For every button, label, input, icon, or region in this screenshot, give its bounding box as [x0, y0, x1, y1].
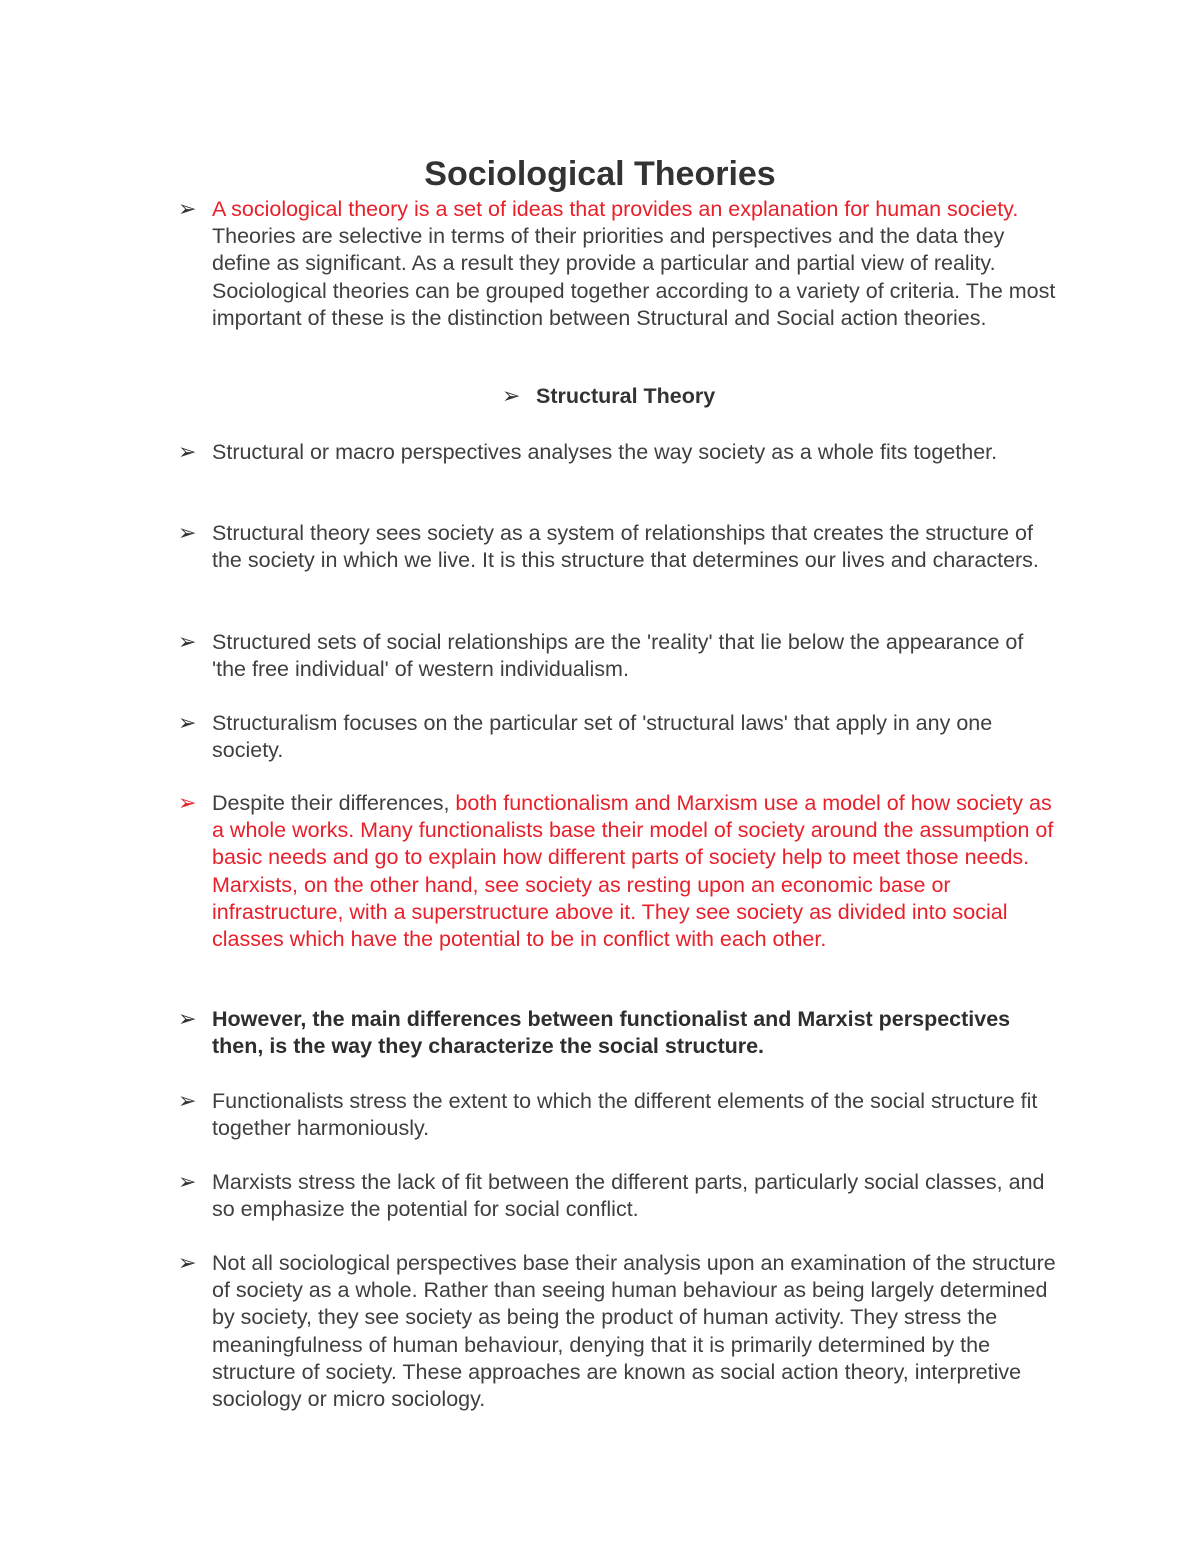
list-item [178, 439, 1058, 466]
arrow-bullet-icon: ➢ [178, 630, 197, 655]
arrow-bullet-icon: ➢ [178, 711, 197, 736]
list-item-text: Structured sets of social relationships are the 'reality' that lie below the appearance of 'the free individual' of western individualism. [212, 630, 1024, 682]
list-item [178, 629, 1058, 683]
functionalists-text: Functionalists stress the extent to which the different elements of the social structure fit together harmoniously. [212, 1089, 1038, 1141]
list-item [178, 710, 1058, 764]
list-item-despite [178, 790, 1058, 953]
arrow-bullet-icon: ➢ [178, 1007, 197, 1032]
intro-body-text: Theories are selective in terms of their priorities and perspectives and the data they define as significant. As a result they provide a particular and partial view of reality. Sociological theories can be grouped together according to a variety of criteria. The most important of these is the distinction between Structural and Social action theories. [212, 224, 1056, 330]
list-item-however [178, 1006, 1058, 1060]
list-item [178, 1088, 1058, 1142]
arrow-bullet-icon: ➢ [178, 1170, 197, 1195]
intro-definition-text: A sociological theory is a set of ideas that provides an explanation for human society. [212, 197, 1019, 221]
arrow-bullet-icon: ➢ [178, 197, 197, 222]
despite-red-text: both functionalism and Marxism use a model of how society as a whole works. Many functionalists base their model of society around the assumption of basic needs and go to explain how different parts of society help to meet those needs. Marxists, on the other hand, see society as resting upon an economic base or infrastructure, with a superstructure above it. They see society as divided into social classes which have the potential to be in conflict with each other. [212, 791, 1054, 952]
however-text: However, the main differences between functionalist and Marxist perspectives then, is the way they characterize the social structure. [212, 1007, 1011, 1059]
marxists-text: Marxists stress the lack of fit between the different parts, particularly social classes, and so emphasize the potential for social conflict. [212, 1170, 1045, 1222]
list-item [178, 520, 1058, 574]
list-item [178, 1250, 1058, 1413]
section-subheading [502, 383, 715, 410]
arrow-bullet-icon: ➢ [502, 384, 521, 409]
list-item [178, 1169, 1058, 1223]
subheading-label: Structural Theory [536, 384, 716, 408]
arrow-bullet-icon: ➢ [178, 440, 197, 465]
despite-lead-text: Despite their differences, [212, 791, 456, 815]
list-item-text: Structuralism focuses on the particular set of 'structural laws' that apply in any one society. [212, 711, 993, 763]
page-title: Sociological Theories [424, 155, 776, 193]
arrow-bullet-icon: ➢ [178, 791, 197, 816]
arrow-bullet-icon: ➢ [178, 521, 197, 546]
arrow-bullet-icon: ➢ [178, 1251, 197, 1276]
list-item-intro [178, 196, 1058, 332]
not-all-text: Not all sociological perspectives base their analysis upon an examination of the structure of society as a whole. Rather than seeing human behaviour as being largely determined by society, they see society as being the product of human activity. They stress the meaningfulness of human behaviour, denying that it is primarily determined by the structure of society. These approaches are known as social action theory, interpretive sociology or micro sociology. [212, 1251, 1056, 1412]
arrow-bullet-icon: ➢ [178, 1089, 197, 1114]
list-item-text: Structural theory sees society as a system of relationships that creates the structure of the society in which we live. It is this structure that determines our lives and characters. [212, 521, 1039, 573]
list-item-text: Structural or macro perspectives analyses the way society as a whole fits together. [212, 440, 998, 464]
